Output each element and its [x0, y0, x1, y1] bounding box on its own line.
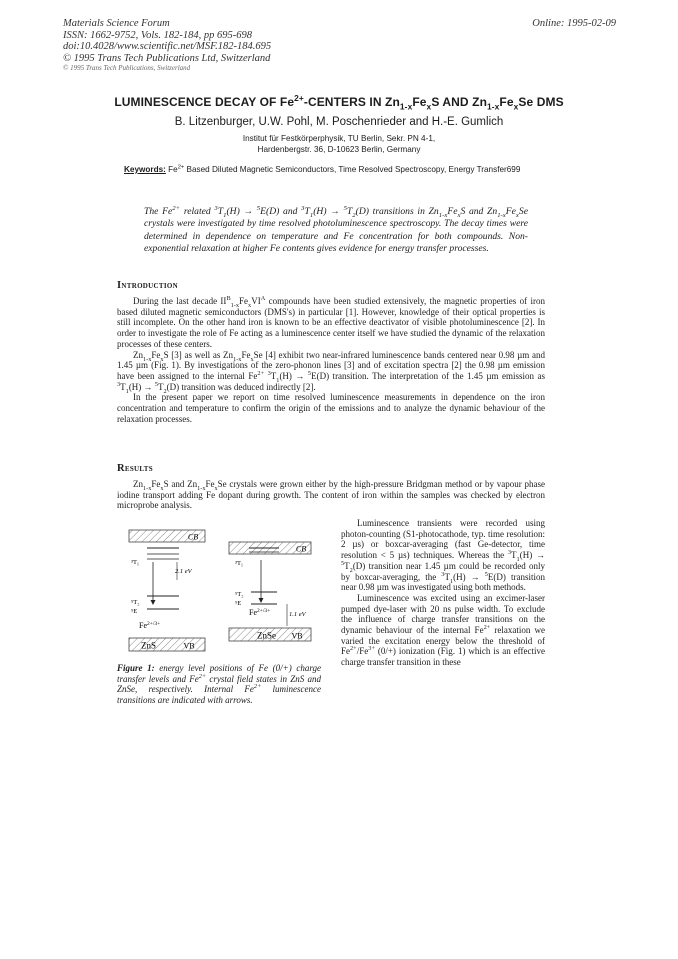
journal-doi: doi:10.4028/www.scientific.net/MSF.182-184.695 [63, 41, 272, 53]
online-date: Online: 1995-02-09 [532, 18, 616, 29]
results-intro [117, 479, 545, 511]
journal-name: Materials Science Forum [63, 18, 170, 29]
journal-header [63, 18, 271, 64]
figure-1-energy-levels [117, 524, 323, 658]
znse-cb-label: CB [295, 544, 307, 554]
introduction-body [117, 296, 545, 424]
journal-copyright: © 1995 Trans Tech Publications Ltd, Switzerland [63, 52, 271, 64]
znse-energy-label: 1.1 eV [289, 611, 306, 618]
znse-t2-label: ⁵T₂ [235, 591, 244, 598]
results-paragraph-1: $Zn_{1-x}Fe_xS$ and $Zn_{1-x}Fe_xSe$ crystals were grown either by the high-pressure Bridgman method or by vapour phase iodine transport adding Fe dopant during growth. The content of iron within the samples was checked by electron microprobe analysis. [117, 479, 545, 511]
affiliation-line-2: Hardenbergstr. 36, D-10623 Berlin, Germany [257, 145, 421, 154]
znse-e-label: ⁵E [235, 600, 242, 607]
zns-cb-label: CB [187, 532, 199, 542]
zns-t1-label: ³T₁ [131, 559, 140, 566]
paper-title: LUMINESCENCE DECAY OF $Fe^{2+}$-CENTERS IN $Zn_{1-x}Fe_xS$ AND $Zn_{1-x}Fe_xSe$ DMS [114, 93, 564, 112]
figure-caption-label: Figure 1: [117, 663, 155, 673]
affiliation-line-1: Institut für Festkörperphysik, TU Berlin, Sekr. PN 4-1, [242, 134, 436, 143]
znse-vb-label: VB [291, 631, 303, 641]
results-right-column [341, 518, 545, 668]
intro-paragraph-1: During the last decade $II^B_{1-x}Fe_xVI^A$ compounds have been studied extensively, the magnetic properties of iron based diluted magnetic semiconductors (DMS's) in particular [1]. However, knowledge of their optical properties is still incomplete. On the other hand iron is known to be an effective deactivator of visible photoluminescence [2]. In order to investigate the role of Fe acting as a luminescence center itself we have studied the dynamic of the relaxation processes of these centers. [117, 295, 546, 349]
zns-host-label: ZnS [141, 640, 157, 651]
zns-e-label: ⁵E [131, 608, 138, 615]
journal-copyright-faint: © 1995 Trans Tech Publications, Switzerland [63, 64, 191, 72]
keywords: Keywords: $Fe^{2+}$ Based Diluted Magnetic Semiconductors, Time Resolved Spectroscopy, Energy Transfer699 [124, 164, 521, 174]
zns-vb-label: VB [183, 641, 195, 651]
keywords-label: Keywords: [124, 165, 166, 174]
zns-energy-label: 2.1 eV [175, 568, 192, 575]
znse-t1-label: ³T₁ [235, 560, 244, 567]
abstract: The $Fe^{2+}$ related $^3T_1(H) \to ^5E(D)$ and $^3T_1(H) \to ^5T_2(D)$ transitions in $Zn_{1-x}Fe_xS$ and $Zn_{1-x}Fe_xSe$ crystals were investigated by time resolved photoluminescence spectroscopy. The decay times were determined in dependence on temperature and Fe concentration for both compounds. Non-exponential relaxation at higher Fe contents gives evidence for energy transfer processes. [144, 204, 528, 255]
znse-host-label: ZnSe [257, 630, 276, 641]
section-heading-results: Results [117, 463, 153, 474]
section-heading-introduction: Introduction [117, 280, 178, 291]
intro-paragraph-2: $Zn_{1-x}Fe_xS$ [3] as well as $Zn_{1-x}Fe_xSe$ [4] exhibit two near-infrared luminescence bands centered near 0.98 µm and 1.45 µm (Fig. 1). By investigations of the zero-phonon lines [3] and of excitation spectra [2] the 0.98 µm emission have been assigned to the internal $Fe^{2+}$ $^3T_1(H) \to ^5E(D)$ transition. The interpretation of the 1.45 µm emission as $^3T_1(H) \to ^5T_2(D)$ transition was deduced indirectly [2]. [117, 349, 545, 395]
zns-ion-label: $Fe^{2+/3+}$ [139, 621, 161, 630]
znse-ion-label: $Fe^{2+/3+}$ [249, 608, 271, 617]
affiliation [0, 133, 678, 155]
results-column-paragraph-2: Luminescence was excited using an excimer-laser pumped dye-laser with 20 ns pulse width. To exclude the influence of charge transfer transitions on the dynamic behaviour of the internal $Fe^{2+}$ relaxation we varied the excitation energy below the threshold of $Fe^{2+}/Fe^{3+}$ (0/+) ionization (Fig. 1) which is an effective charge transfer transition in these [341, 592, 545, 668]
zns-t2-label: ⁵T₂ [131, 599, 140, 606]
paper-authors: B. Litzenburger, U.W. Pohl, M. Poschenrieder and H.-E. Gumlich [174, 116, 504, 128]
journal-issn: ISSN: 1662-9752, Vols. 182-184, pp 695-698 [63, 29, 252, 41]
intro-paragraph-3: In the present paper we report on time resolved luminescence measurements in dependence on the iron concentration and temperature to confirm the origin of the emissions and to analyze the dynamic behaviour of the relaxation processes. [117, 392, 545, 424]
figure-1-caption: Figure 1: energy level positions of Fe (0/+) charge transfer levels and $Fe^{2+}$ crystal field states in ZnS and ZnSe, respectively. Internal $Fe^{2+}$ luminescence transitions are indicated with arrows. [117, 663, 321, 706]
results-column-paragraph-1: Luminescence transients were recorded using photon-counting (S1-photocathode, typ. time resolution: 2 µs) or boxcar-averaging (fast Ge-detector, time resolution < 5 µs) techniques. Whereas the $^3T_1(H) \to ^5T_2(D)$ transition near 1.45 µm could be recorded only by boxcar-averaging, the $^3T_1(H) \to ^5E(D)$ transition near 0.98 µm was investigated using both methods. [341, 518, 545, 593]
